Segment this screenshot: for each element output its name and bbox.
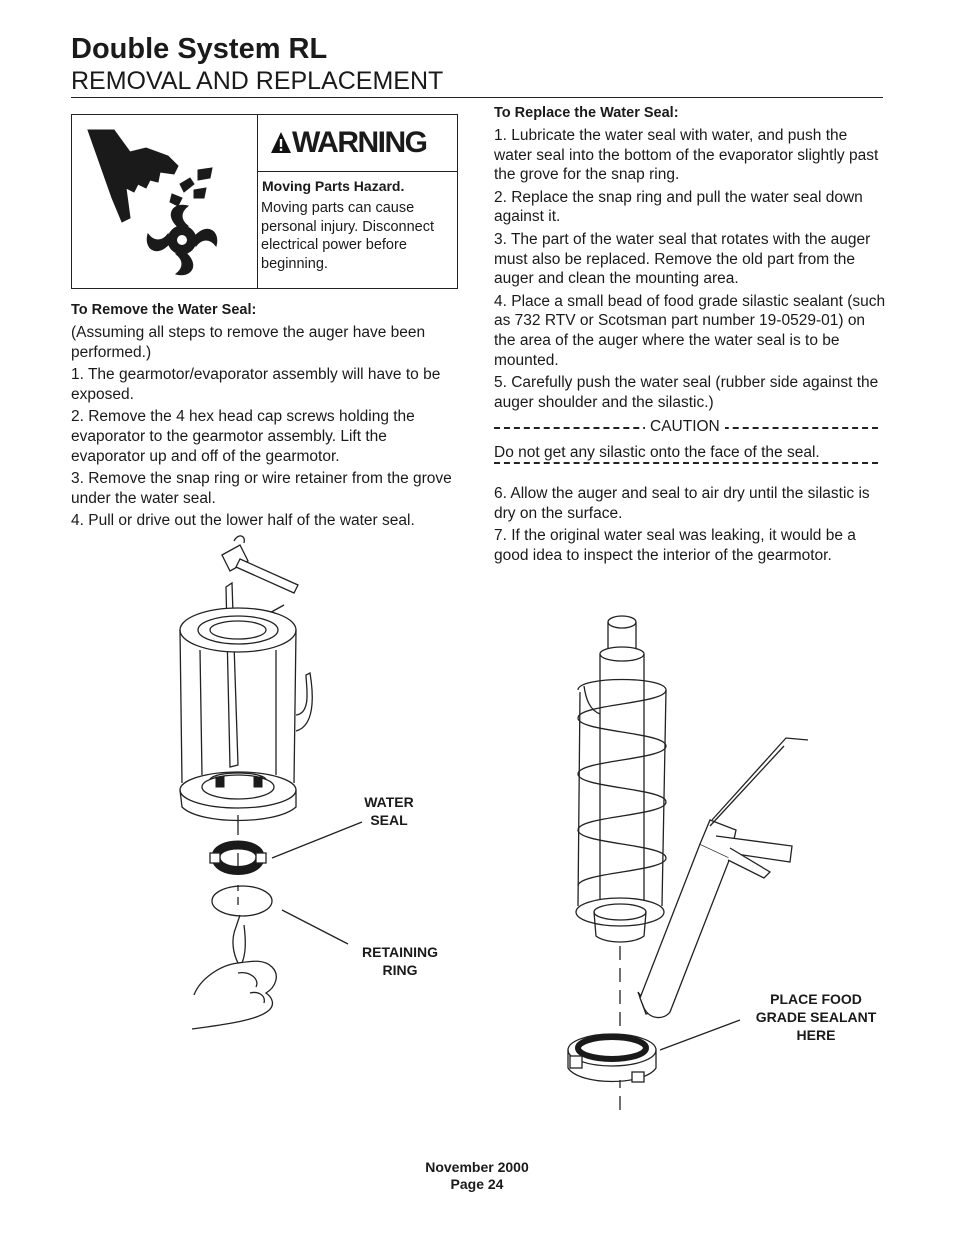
replace-step: 5. Carefully push the water seal (rubber side against the auger shoulder and the silastic.) [494, 374, 879, 411]
warning-word: WARNING [292, 126, 427, 159]
remove-step: 4. Pull or drive out the lower half of the water seal. [71, 512, 415, 530]
replace-heading: To Replace the Water Seal: [494, 105, 679, 121]
footer-date: November 2000 [425, 1159, 529, 1175]
remove-heading: To Remove the Water Seal: [71, 302, 257, 318]
remove-step: 2. Remove the 4 hex head cap screws holding the evaporator to the gearmotor assembly. Lift the evaporator up and off of the gearmotor. [71, 408, 415, 465]
page-title: Double System RL [71, 33, 328, 65]
remove-step: (Assuming all steps to remove the auger have been performed.) [71, 324, 426, 361]
hazard-title: Moving Parts Hazard. [262, 178, 405, 194]
callout-retaining-ring: RETAINING RING [362, 944, 438, 978]
replace-step: 2. Replace the snap ring and pull the water seal down against it. [494, 188, 863, 226]
replace-step: 1. Lubricate the water seal with water, and push the water seal into the bottom of the evaporator slightly past the grove for the snap ring. [494, 127, 879, 184]
remove-step: 3. Remove the snap ring or wire retainer from the grove under the water seal. [71, 470, 452, 507]
replace-step: 3. The part of the water seal that rotates with the auger must also be replaced. Remove the old part from the auger and clean the mounting area. [494, 230, 871, 288]
hazard-text: Moving parts can cause personal injury. Disconnect electrical power before beginning. [261, 200, 435, 272]
replace-step: 7. If the original water seal was leaking, it would be a good idea to inspect the interior of the gearmotor. [494, 527, 856, 564]
replace-step: 4. Place a small bead of food grade silastic sealant (such as 732 RTV or Scotsman part number 19-0529-01) on the area of the auger where the water seal is to be mounted. [494, 292, 886, 369]
footer-page-number: Page 24 [450, 1176, 504, 1192]
page-subtitle: REMOVAL AND REPLACEMENT [71, 67, 444, 95]
replace-step: 6. Allow the auger and seal to air dry until the silastic is dry on the surface. [494, 485, 870, 522]
callout-water-seal: WATER SEAL [364, 794, 414, 828]
callout-sealant: PLACE FOOD GRADE SEALANT HERE [755, 991, 877, 1043]
remove-step: 1. The gearmotor/evaporator assembly will have to be exposed. [71, 366, 441, 403]
caution-label: CAUTION [645, 417, 725, 436]
caution-text: Do not get any silastic onto the face of the seal. [494, 443, 824, 462]
